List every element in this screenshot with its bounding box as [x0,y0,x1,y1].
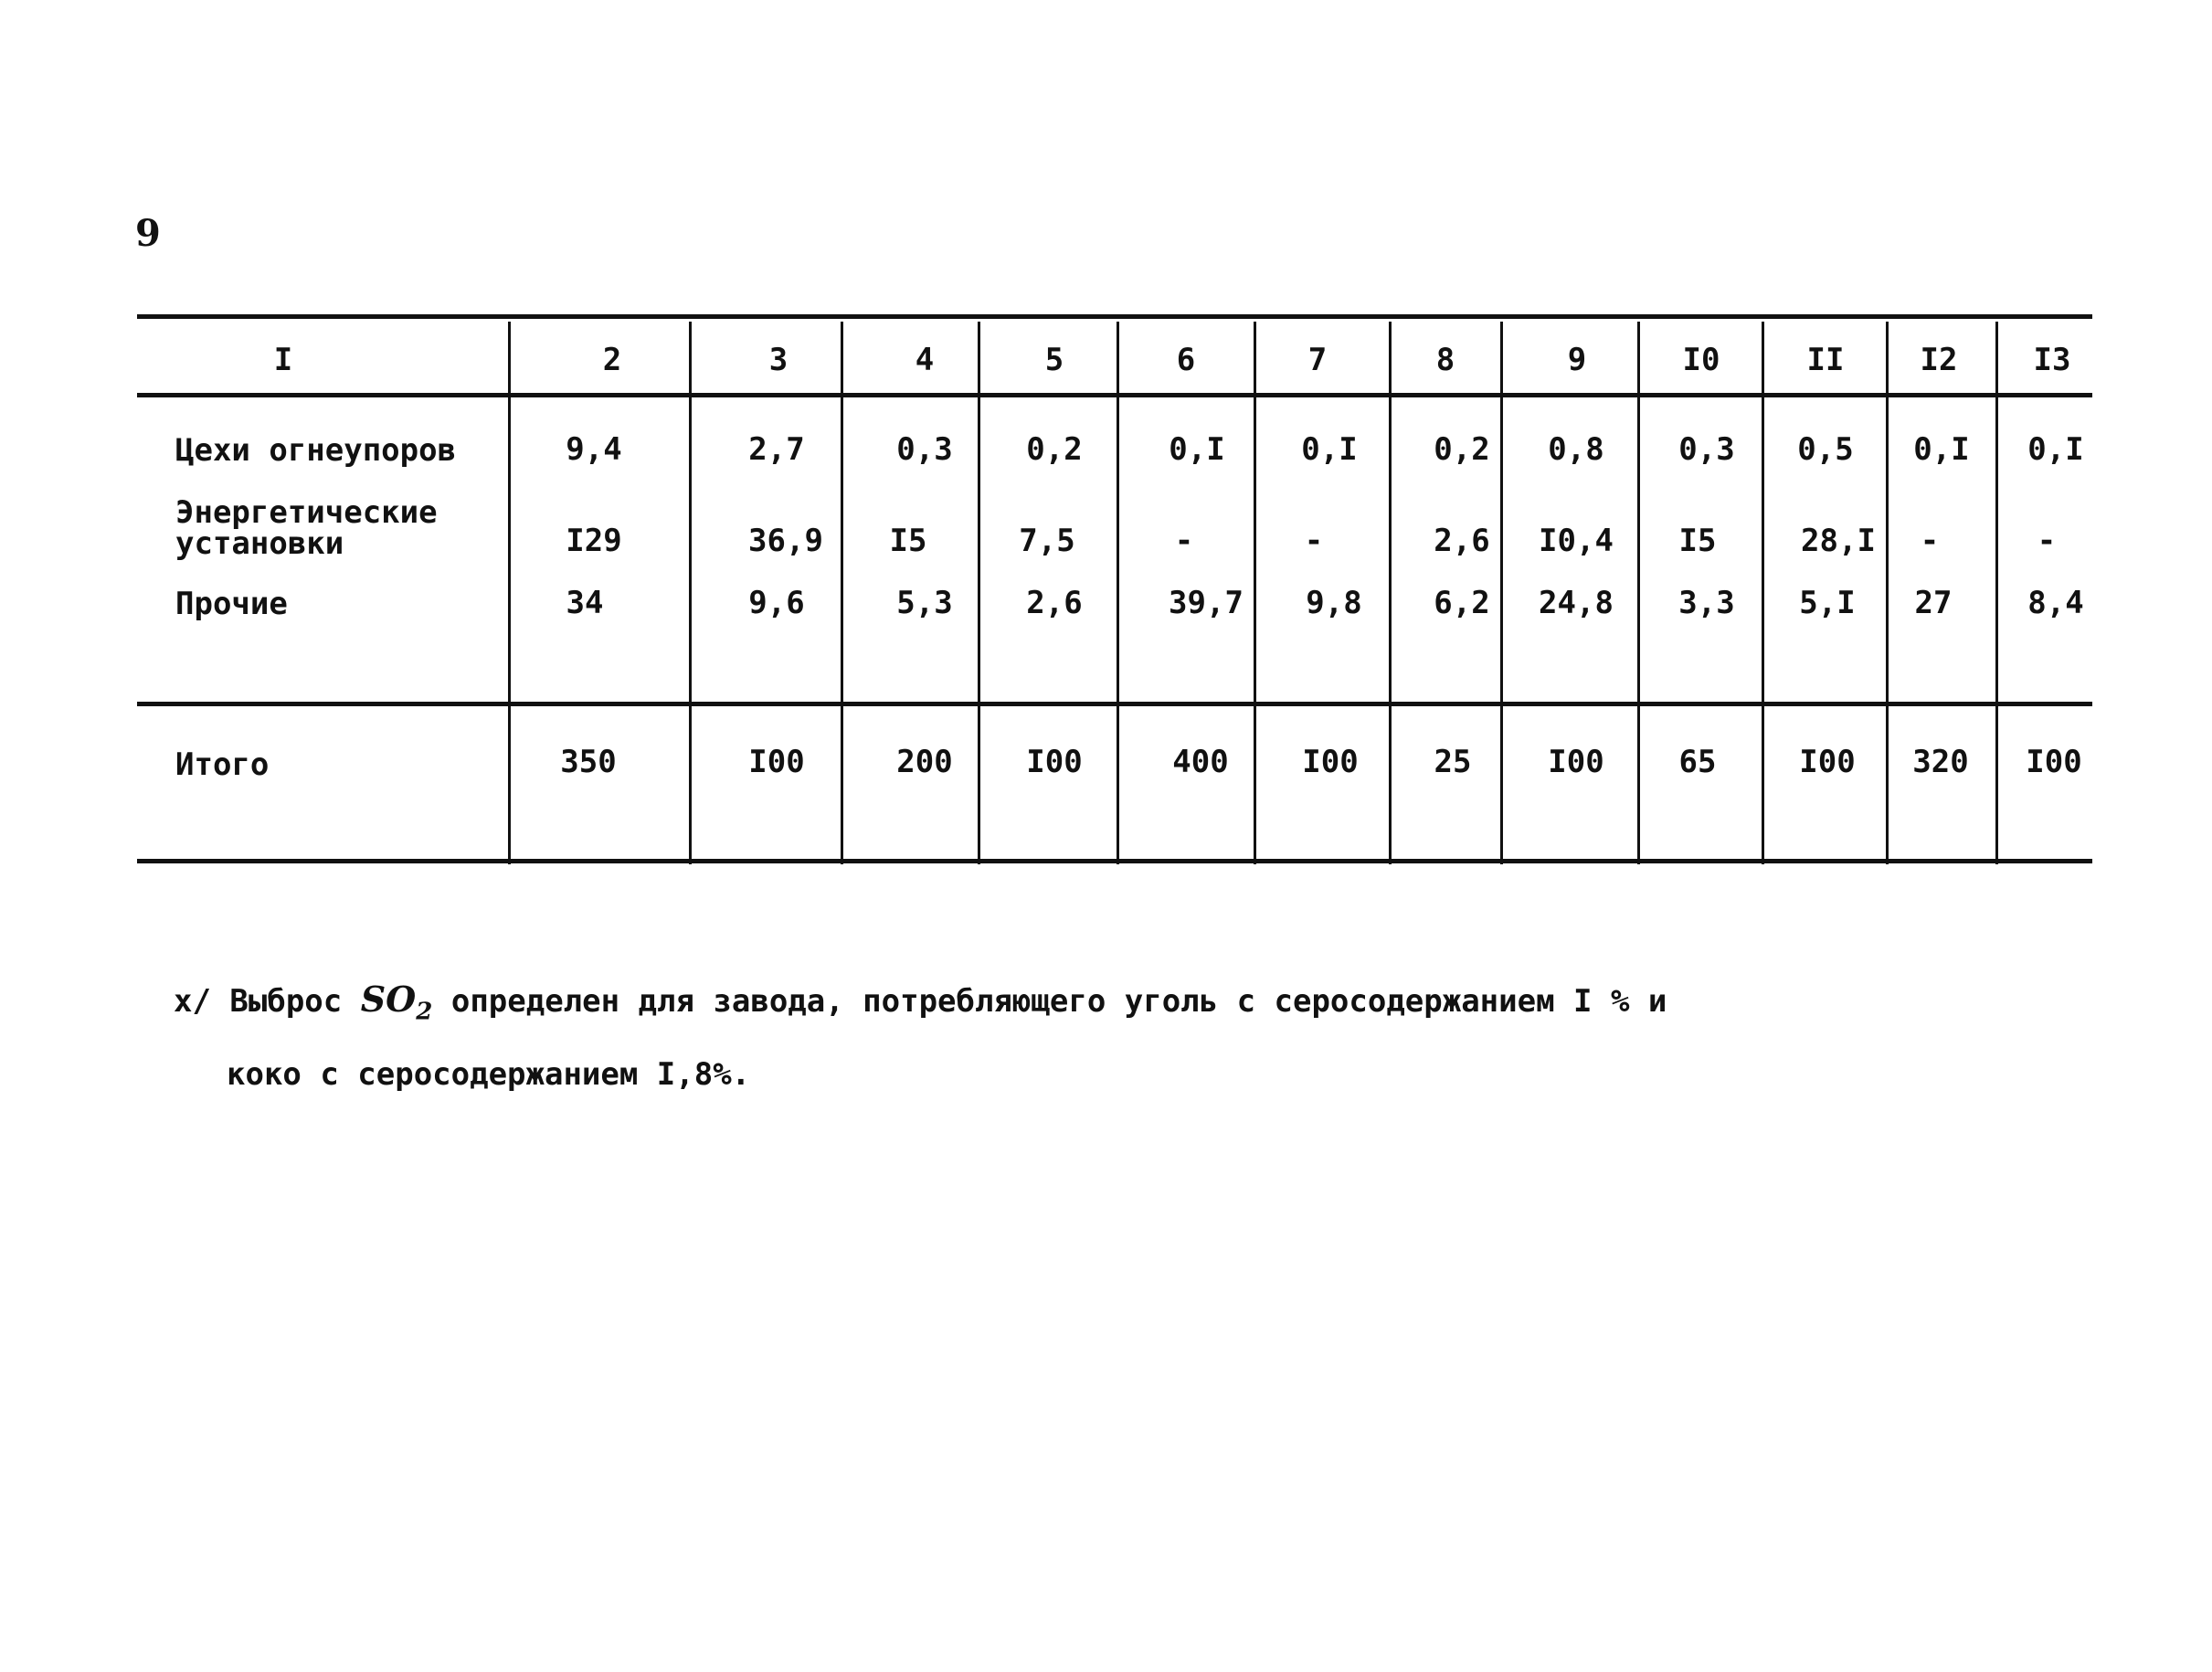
table-cell: I5 [1678,523,1717,559]
total-rule [137,702,2092,706]
row-label: Цехи огнеупоров [175,432,457,469]
total-cell: 25 [1434,744,1472,780]
so2-formula [360,979,433,1026]
footnote-prefix: x/ Выброс [174,983,343,1020]
table-cell: 3,3 [1678,585,1735,621]
table-cell: 2,6 [1026,585,1083,621]
table-cell: 0,3 [896,431,953,468]
header-cell: 5 [1044,342,1064,378]
total-cell: I00 [1799,744,1856,780]
table-cell: 0,2 [1026,431,1083,468]
table-cell: 7,5 [1019,523,1075,559]
row-label-line2: установки [175,525,344,562]
table-cell: 0,5 [1797,431,1854,468]
table-cell: 0,I [2027,431,2084,468]
header-cell: 6 [1176,342,1196,378]
table-bottom-rule [137,859,2092,863]
footnote [174,968,1667,1106]
total-cell: I00 [1026,744,1083,780]
total-cell: 200 [896,744,953,780]
column-divider [1995,322,1998,864]
header-cell: II [1806,342,1845,378]
table-cell: - [1304,523,1324,559]
total-cell: 400 [1172,744,1229,780]
total-cell: 320 [1912,744,1969,780]
column-divider [508,322,511,864]
total-cell: I00 [1548,744,1604,780]
table-cell: I0,4 [1539,523,1614,559]
table-cell: 9,8 [1306,585,1362,621]
footnote-line-1 [174,968,1667,1043]
column-divider [1762,322,1764,864]
table-cell: 28,I [1801,523,1876,559]
table-cell: 0,I [1301,431,1358,468]
row-label-line1: Энергетические [175,494,438,531]
column-divider [689,322,692,864]
header-cell: 8 [1435,342,1455,378]
column-divider [978,322,980,864]
so2-symbol: SO [360,979,417,1020]
table-cell: - [1174,523,1194,559]
header-cell: I0 [1682,342,1720,378]
table-cell: 36,9 [748,523,823,559]
table-cell: 2,6 [1434,523,1490,559]
table-cell: 2,7 [748,431,805,468]
table-cell: - [2037,523,2057,559]
table-cell: 0,I [1169,431,1225,468]
total-cell: 65 [1678,744,1717,780]
column-divider [1389,322,1392,864]
footnote-line-2: коко с серосодержанием I,8%. [227,1055,751,1093]
page-mark: 9 [135,212,161,255]
row-label: Прочие [175,586,288,622]
header-cell: 7 [1307,342,1328,378]
table-cell: 5,I [1799,585,1856,621]
table-cell: 9,4 [566,431,622,468]
table-cell: 0,3 [1678,431,1735,468]
column-divider [841,322,843,864]
header-cell: 9 [1567,342,1587,378]
table-cell: 9,6 [748,585,805,621]
footnote-line-1-text: определен для завода, потребляющего уголь с серосодержанием I % и [450,983,1667,1020]
table-cell: I29 [566,523,622,559]
table-cell: 5,3 [896,585,953,621]
column-divider [1637,322,1640,864]
total-cell: 350 [560,744,617,780]
header-cell: I [273,342,293,378]
total-cell: I00 [1302,744,1359,780]
so2-subscript: 2 [416,998,433,1026]
total-cell: I00 [748,744,805,780]
header-cell: 2 [602,342,622,378]
table-cell: 34 [566,585,604,621]
table-cell: 0,I [1913,431,1970,468]
table-cell: 0,2 [1434,431,1490,468]
header-rule [137,393,2092,397]
header-cell: I2 [1920,342,1958,378]
column-divider [1886,322,1889,864]
table-cell: 27 [1914,585,1953,621]
table-cell: I5 [889,523,927,559]
table-cell: 39,7 [1169,585,1244,621]
table-top-rule [137,314,2092,319]
total-label: Итого [175,746,270,783]
column-divider [1117,322,1119,864]
column-divider [1254,322,1256,864]
table-cell: 0,8 [1548,431,1604,468]
column-divider [1500,322,1503,864]
header-cell: I3 [2033,342,2071,378]
table-cell: - [1920,523,1940,559]
total-cell: I00 [2026,744,2082,780]
table-cell: 24,8 [1539,585,1614,621]
emissions-table [137,314,2092,864]
header-cell: 3 [768,342,788,378]
table-cell: 8,4 [2027,585,2084,621]
table-cell: 6,2 [1434,585,1490,621]
header-cell: 4 [915,342,935,378]
